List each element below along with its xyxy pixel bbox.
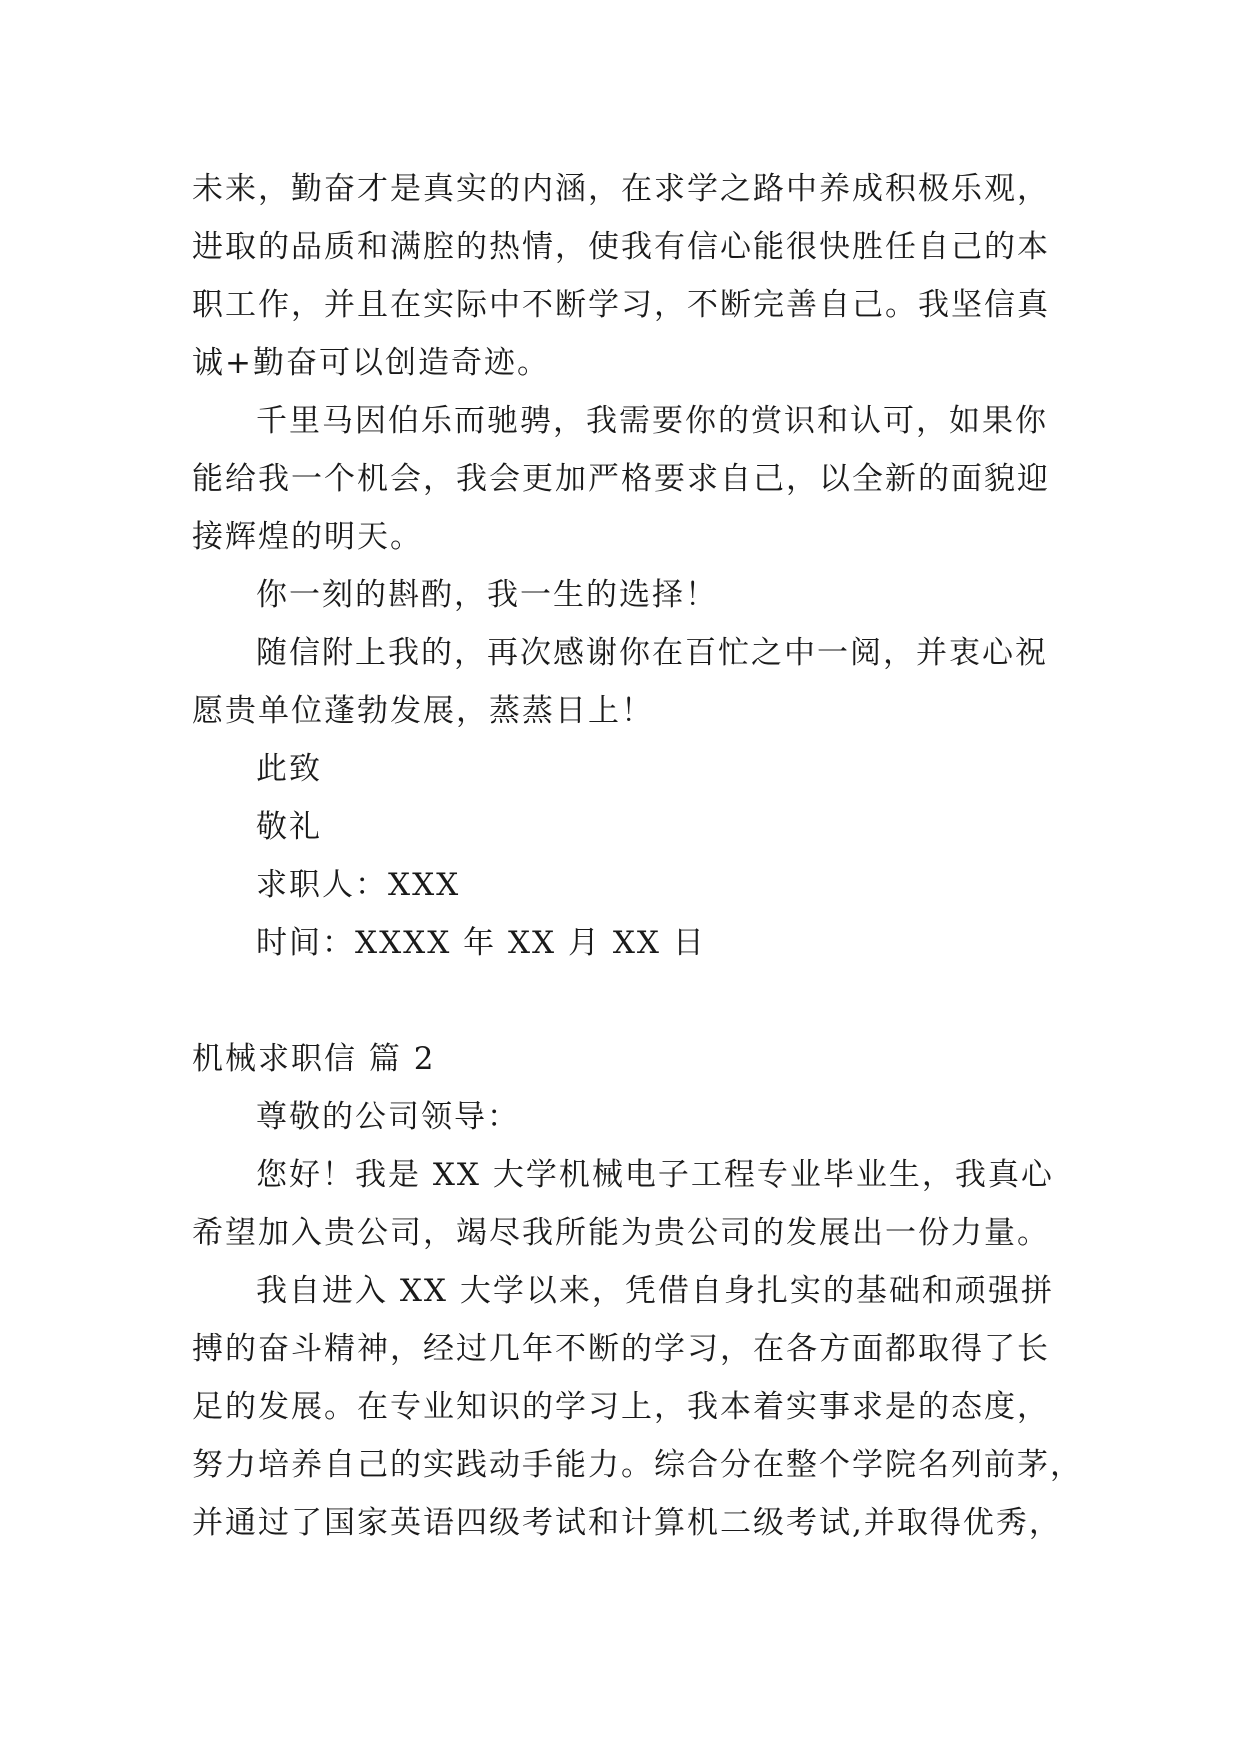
text-line: 你一刻的斟酌，我一生的选择！	[256, 577, 718, 613]
text-line: 足的发展。在专业知识的学习上，我本着实事求是的态度，	[192, 1389, 1050, 1425]
text-line: 我自进入 XX 大学以来，凭借自身扎实的基础和顽强拼	[256, 1273, 1054, 1309]
text-line: 接辉煌的明天。	[192, 519, 423, 555]
text-line: 随信附上我的，再次感谢你在百忙之中一阅，并衷心祝	[256, 635, 1048, 671]
letter-date: 时间：XXXX 年 XX 月 XX 日	[256, 925, 706, 961]
text-line: 努力培养自己的实践动手能力。综合分在整个学院名列前茅，	[192, 1447, 1083, 1483]
text-line: 愿贵单位蓬勃发展，蒸蒸日上！	[192, 693, 654, 729]
text-line: 职工作，并且在实际中不断学习，不断完善自己。我坚信真	[192, 287, 1050, 323]
paragraph	[192, 1146, 1072, 1262]
salutation-text: 敬礼	[256, 809, 322, 845]
paragraph	[192, 392, 1072, 566]
text-line: 千里马因伯乐而驰骋，我需要你的赏识和认可，如果你	[256, 403, 1048, 439]
text-line: 希望加入贵公司，竭尽我所能为贵公司的发展出一份力量。	[192, 1215, 1050, 1251]
text-line: 诚+勤奋可以创造奇迹。	[192, 345, 550, 381]
text-line: 您好！我是 XX 大学机械电子工程专业毕业生，我真心	[256, 1157, 1054, 1193]
paragraph	[192, 566, 1072, 624]
section-title: 机械求职信 篇 2	[192, 1041, 436, 1077]
greeting-text: 尊敬的公司领导：	[256, 1099, 520, 1135]
text-line: 能给我一个机会，我会更加严格要求自己，以全新的面貌迎	[192, 461, 1050, 497]
applicant-signature: 求职人：XXX	[256, 867, 461, 903]
paragraph-continuation	[192, 160, 1072, 392]
text-line: 并通过了国家英语四级考试和计算机二级考试,并取得优秀，	[192, 1505, 1062, 1541]
text-line: 进取的品质和满腔的热情，使我有信心能很快胜任自己的本	[192, 229, 1050, 265]
paragraph	[192, 624, 1072, 740]
text-line: 搏的奋斗精神，经过几年不断的学习，在各方面都取得了长	[192, 1331, 1050, 1367]
section-spacer	[192, 972, 1072, 1030]
document-page	[192, 160, 1083, 1552]
closing-text: 此致	[256, 751, 322, 787]
text-line: 未来，勤奋才是真实的内涵，在求学之路中养成积极乐观，	[192, 171, 1050, 207]
paragraph	[192, 1262, 1083, 1552]
